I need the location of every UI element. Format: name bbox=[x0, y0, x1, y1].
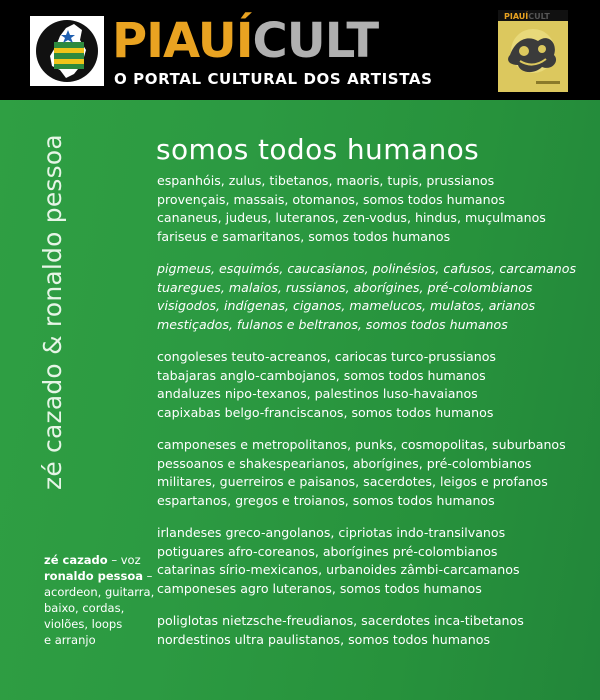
lyrics-stanza bbox=[157, 172, 587, 246]
lyrics-stanza bbox=[157, 524, 587, 598]
artists-vertical-credit bbox=[38, 132, 68, 492]
brand-part-2: CULT bbox=[252, 13, 379, 69]
lyrics-line: pessoanos e shakespearianos, aborígines, pré-colombianos bbox=[157, 455, 532, 471]
credit-role-2: – bbox=[142, 569, 153, 583]
lyrics-line: tabajaras anglo-cambojanos, somos todos humanos bbox=[157, 367, 486, 383]
lyrics-line: camponeses agro luteranos, somos todos humanos bbox=[157, 580, 482, 596]
lyrics-line: fariseus e samaritanos, somos todos humanos bbox=[157, 228, 451, 244]
lyrics-line: mestiçados, fulanos e beltranos, somos todos humanos bbox=[157, 316, 508, 332]
lyrics-line: pigmeus, esquimós, caucasianos, polinésios, cafusos, carcamanos bbox=[157, 261, 577, 276]
thumb-brand bbox=[504, 12, 550, 21]
lyrics-line: poliglotas nietzsche-freudianos, sacerdotes inca-tibetanos bbox=[157, 613, 524, 628]
credit-line-2 bbox=[44, 568, 154, 584]
lyrics-line: visigodos, indígenas, ciganos, mamelucos, mulatos, arianos bbox=[157, 298, 536, 313]
brand-part-1: PIAUÍ bbox=[112, 13, 253, 69]
album-cover-thumbnail[interactable] bbox=[498, 10, 568, 92]
cover-artwork-icon bbox=[498, 21, 568, 92]
lyrics-line: potiguares afro-coreanos, aborígines pré-colombianos bbox=[157, 543, 498, 559]
lyrics-stanza bbox=[157, 348, 587, 422]
credit-extra-line: violões, loops bbox=[44, 617, 123, 631]
artists-vertical-text: zé cazado & ronaldo pessoa bbox=[38, 134, 67, 490]
lyrics-line: tuaregues, malaios, russianos, aborígines, pré-colombianos bbox=[157, 279, 533, 295]
site-brand[interactable] bbox=[112, 13, 379, 69]
thumb-brand-part-2: CULT bbox=[528, 12, 550, 21]
lyrics-line: cananeus, judeus, luteranos, zen-vodus, hindus, muçulmanos bbox=[157, 210, 546, 225]
lyrics-line: capixabas belgo-franciscanos, somos todos humanos bbox=[157, 404, 494, 420]
credit-name-1: zé cazado bbox=[44, 553, 108, 567]
lyrics-line: militares, guerreiros e paisanos, sacerdotes, leigos e profanos bbox=[157, 474, 548, 489]
site-logo[interactable] bbox=[30, 16, 104, 86]
lyrics-line: espartanos, gregos e troianos, somos todos humanos bbox=[157, 492, 495, 508]
credit-name-2: ronaldo pessoa bbox=[44, 569, 143, 583]
lyrics-stanza bbox=[157, 436, 587, 510]
site-tagline: O PORTAL CULTURAL DOS ARTISTAS bbox=[114, 70, 433, 88]
credit-role-1: – voz bbox=[107, 553, 141, 567]
lyrics-line: irlandeses greco-angolanos, cipriotas indo-transilvanos bbox=[157, 525, 506, 540]
credit-extra-line: baixo, cordas, bbox=[44, 601, 125, 615]
lyrics-line: camponeses e metropolitanos, punks, cosmopolitas, suburbanos bbox=[157, 437, 566, 452]
lyrics-line: congoleses teuto-acreanos, cariocas turco-prussianos bbox=[157, 349, 496, 364]
lyrics-stanza bbox=[157, 612, 587, 649]
lyrics-stanza bbox=[157, 260, 587, 334]
piaui-map-icon bbox=[30, 16, 104, 86]
site-header bbox=[0, 0, 600, 100]
lyrics-line: catarinas sírio-mexicanos, urbanoides zâmbi-carcamanos bbox=[157, 562, 520, 577]
credit-line-1 bbox=[44, 552, 154, 568]
credit-extra-line: acordeon, guitarra, bbox=[44, 585, 155, 599]
lyrics-line: andaluzes nipo-texanos, palestinos luso-havaianos bbox=[157, 386, 478, 401]
lyrics-line: espanhóis, zulus, tibetanos, maoris, tupis, prussianos bbox=[157, 173, 495, 188]
credit-extra-line: e arranjo bbox=[44, 633, 96, 647]
thumb-brand-part-1: PIAUÍ bbox=[504, 12, 529, 21]
lyrics-line: provençais, massais, otomanos, somos todos humanos bbox=[157, 191, 505, 207]
song-lyrics bbox=[157, 172, 587, 663]
lyrics-line: nordestinos ultra paulistanos, somos todos humanos bbox=[157, 631, 491, 647]
song-title: somos todos humanos bbox=[156, 133, 480, 166]
performer-credits bbox=[44, 552, 154, 648]
